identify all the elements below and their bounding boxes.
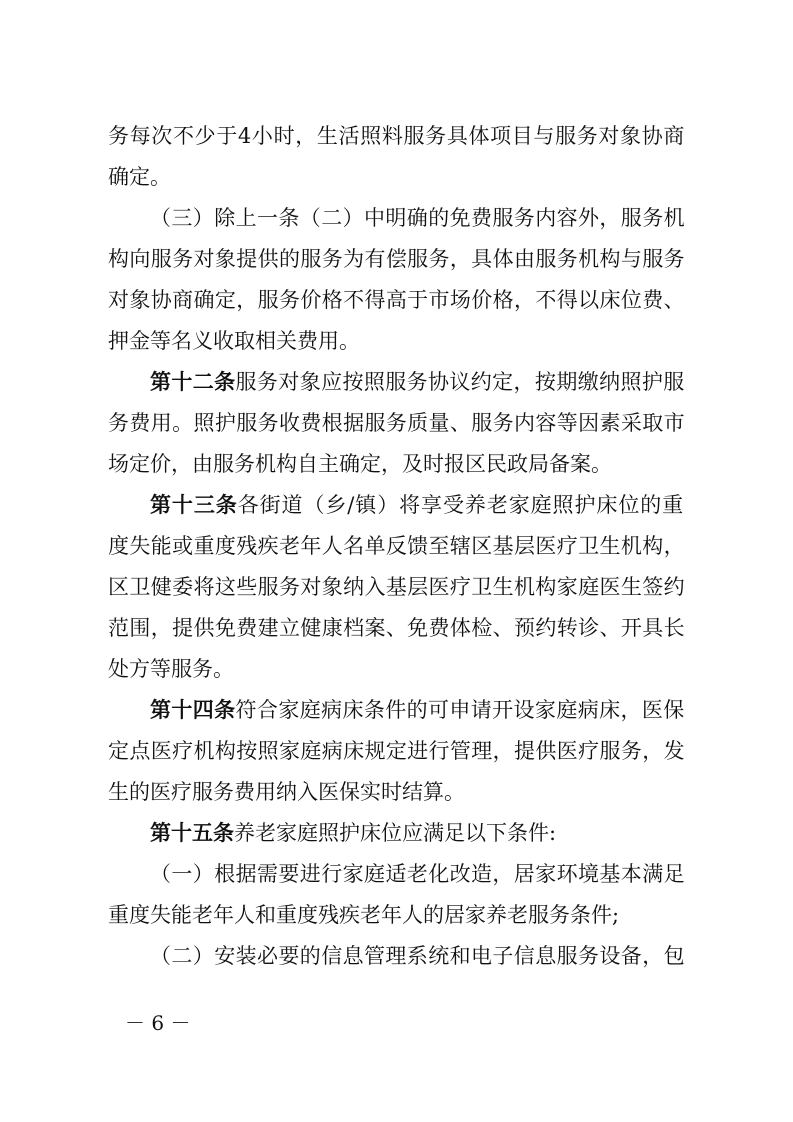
text-line	[0, 198, 793, 238]
text-segment: 养老家庭照护床位应满足以下条件:	[234, 821, 557, 845]
text-line	[0, 608, 793, 648]
text-line	[0, 239, 793, 279]
text-segment: （二）安装必要的信息管理系统和电子信息服务设备，包	[150, 944, 685, 968]
text-segment: 各街道（乡/镇）将享受养老家庭照护床位的重	[237, 493, 685, 517]
text-line	[0, 403, 793, 443]
text-segment: 重度失能老年人和重度残疾老年人的居家养老服务条件;	[108, 903, 620, 927]
text-segment: 符合家庭病床条件的可申请开设家庭病床，医保	[235, 698, 685, 722]
text-line	[0, 936, 793, 976]
text-segment: 押金等名义收取相关费用。	[108, 329, 360, 353]
text-line	[0, 485, 793, 525]
article-heading: 第十五条	[150, 820, 234, 845]
text-line	[0, 690, 793, 730]
text-line	[0, 895, 793, 935]
text-segment: 务每次不少于4小时，生活照料服务具体项目与服务对象协商	[108, 124, 685, 148]
text-segment: 构向服务对象提供的服务为有偿服务，具体由服务机构与服务	[108, 247, 685, 271]
text-segment: 服务对象应按照服务协议约定，按期缴纳照护服	[235, 370, 685, 394]
text-segment: 处方等服务。	[108, 657, 234, 681]
text-line	[0, 526, 793, 566]
article-heading: 第十三条	[150, 492, 238, 517]
text-line	[0, 116, 793, 156]
text-line	[0, 772, 793, 812]
text-segment: 区卫健委将这些服务对象纳入基层医疗卫生机构家庭医生签约	[108, 575, 685, 599]
text-line	[0, 854, 793, 894]
text-line	[0, 362, 793, 402]
text-line	[0, 157, 793, 197]
text-segment: 定点医疗机构按照家庭病床规定进行管理，提供医疗服务，发	[108, 739, 685, 763]
text-line	[0, 321, 793, 361]
text-segment: 生的医疗服务费用纳入医保实时结算。	[108, 780, 465, 804]
text-segment: 范围，提供免费建立健康档案、免费体检、预约转诊、开具长	[108, 616, 685, 640]
text-segment: （三）除上一条（二）中明确的免费服务内容外，服务机	[150, 206, 685, 230]
text-line	[0, 731, 793, 771]
text-line	[0, 280, 793, 320]
text-segment: 度失能或重度残疾老年人名单反馈至辖区基层医疗卫生机构，	[108, 534, 685, 558]
text-segment: 确定。	[108, 165, 171, 189]
text-line	[0, 567, 793, 607]
page-number: － 6 －	[125, 1011, 191, 1035]
text-line	[0, 813, 793, 853]
text-segment: 对象协商确定，服务价格不得高于市场价格，不得以床位费、	[108, 288, 685, 312]
text-segment: 场定价，由服务机构自主确定，及时报区民政局备案。	[108, 452, 612, 476]
text-segment: （一）根据需要进行家庭适老化改造，居家环境基本满足	[150, 862, 685, 886]
text-segment: 务费用。照护服务收费根据服务质量、服务内容等因素采取市	[108, 411, 685, 435]
text-line	[0, 649, 793, 689]
article-heading: 第十二条	[150, 369, 236, 394]
text-line	[0, 444, 793, 484]
article-heading: 第十四条	[150, 697, 236, 722]
